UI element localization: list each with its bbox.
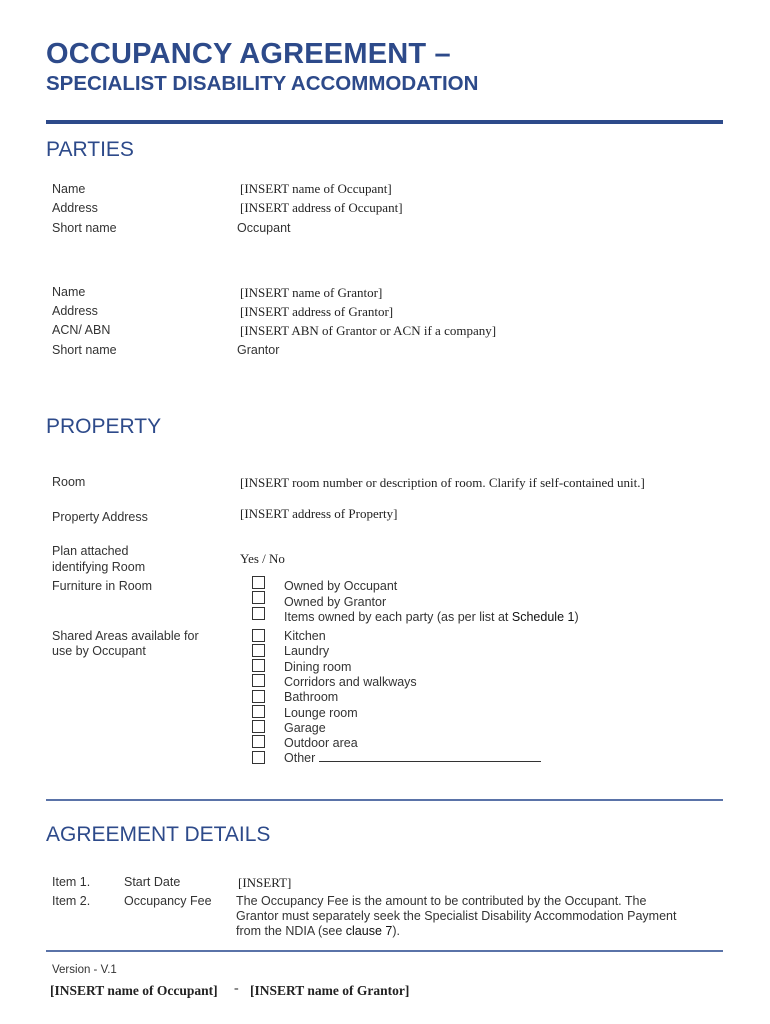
furniture-each-party-suffix: ) bbox=[574, 610, 579, 624]
clause-7-reference: clause 7 bbox=[345, 924, 393, 938]
item2-line3-text: from the NDIA (see bbox=[236, 924, 346, 938]
footer-grantor: [INSERT name of Grantor] bbox=[250, 983, 410, 998]
details-divider bbox=[46, 950, 723, 952]
shared-kitchen-label: Kitchen bbox=[284, 629, 326, 643]
plan-label-line2: identifying Room bbox=[52, 560, 146, 574]
grantor-acn-label: ACN/ ABN bbox=[52, 323, 111, 337]
shared-dining-label: Dining room bbox=[284, 660, 352, 674]
version-label: Version - V.1 bbox=[52, 964, 117, 976]
property-divider bbox=[46, 799, 723, 801]
furniture-grantor-checkbox[interactable] bbox=[252, 591, 265, 604]
shared-corridors-label: Corridors and walkways bbox=[284, 675, 417, 689]
grantor-short-value: Grantor bbox=[237, 343, 280, 357]
furniture-label: Furniture in Room bbox=[52, 579, 153, 593]
document-title: OCCUPANCY AGREEMENT – bbox=[46, 38, 451, 70]
shared-other-text: Other bbox=[284, 751, 316, 765]
grantor-name-label: Name bbox=[52, 285, 86, 299]
occupant-address-label: Address bbox=[52, 201, 98, 215]
grantor-short-label: Short name bbox=[52, 343, 117, 357]
grantor-address-value: [INSERT address of Grantor] bbox=[240, 304, 394, 319]
shared-outdoor-checkbox[interactable] bbox=[252, 735, 265, 748]
furniture-each-party-checkbox[interactable] bbox=[252, 607, 265, 620]
shared-other-checkbox[interactable] bbox=[252, 751, 265, 764]
agreement-details-heading: AGREEMENT DETAILS bbox=[46, 823, 271, 846]
shared-laundry-label: Laundry bbox=[284, 644, 330, 658]
grantor-address-label: Address bbox=[52, 304, 98, 318]
occupant-short-label: Short name bbox=[52, 221, 117, 235]
parties-heading: PARTIES bbox=[46, 138, 134, 161]
property-address-label: Property Address bbox=[52, 510, 148, 524]
property-heading: PROPERTY bbox=[46, 415, 162, 438]
grantor-name-value: [INSERT name of Grantor] bbox=[240, 285, 383, 300]
furniture-each-party-label bbox=[284, 610, 579, 624]
furniture-occupant-checkbox[interactable] bbox=[252, 576, 265, 589]
shared-lounge-label: Lounge room bbox=[284, 706, 358, 720]
shared-dining-checkbox[interactable] bbox=[252, 659, 265, 672]
shared-garage-checkbox[interactable] bbox=[252, 720, 265, 733]
room-label: Room bbox=[52, 475, 86, 489]
plan-label-line1: Plan attached bbox=[52, 544, 129, 558]
shared-laundry-checkbox[interactable] bbox=[252, 644, 265, 657]
shared-garage-label: Garage bbox=[284, 721, 326, 735]
furniture-grantor-label: Owned by Grantor bbox=[284, 595, 387, 609]
footer-dash: - bbox=[234, 981, 239, 996]
shared-outdoor-label: Outdoor area bbox=[284, 736, 358, 750]
shared-bathroom-label: Bathroom bbox=[284, 690, 339, 704]
header-divider bbox=[46, 120, 723, 124]
item1-label: Start Date bbox=[124, 875, 181, 889]
item2-line1: The Occupancy Fee is the amount to be contributed by the Occupant. The bbox=[236, 894, 647, 908]
other-blank-line[interactable] bbox=[319, 751, 541, 762]
occupant-address-value: [INSERT address of Occupant] bbox=[240, 200, 403, 215]
document-subtitle: SPECIALIST DISABILITY ACCOMMODATION bbox=[46, 72, 479, 95]
plan-value: Yes / No bbox=[240, 551, 285, 566]
item2-number: Item 2. bbox=[52, 894, 91, 908]
item2-line2: Grantor must separately seek the Specialist Disability Accommodation Payment bbox=[236, 909, 677, 923]
shared-lounge-checkbox[interactable] bbox=[252, 705, 265, 718]
shared-kitchen-checkbox[interactable] bbox=[252, 629, 265, 642]
schedule-1-reference: Schedule 1 bbox=[511, 610, 575, 624]
item2-line3 bbox=[236, 924, 400, 938]
shared-bathroom-checkbox[interactable] bbox=[252, 690, 265, 703]
property-address-value: [INSERT address of Property] bbox=[240, 506, 398, 521]
shared-areas-label-line1: Shared Areas available for bbox=[52, 629, 199, 643]
grantor-acn-value: [INSERT ABN of Grantor or ACN if a company] bbox=[240, 323, 497, 338]
shared-areas-label-line2: use by Occupant bbox=[52, 644, 146, 658]
item1-number: Item 1. bbox=[52, 875, 91, 889]
occupant-short-value: Occupant bbox=[237, 221, 291, 235]
furniture-each-party-text: Items owned by each party (as per list at bbox=[284, 610, 512, 624]
item2-line3-suffix: ). bbox=[392, 924, 400, 938]
shared-other-label bbox=[284, 751, 541, 765]
item1-value: [INSERT] bbox=[238, 875, 292, 890]
occupant-name-value: [INSERT name of Occupant] bbox=[240, 181, 392, 196]
shared-corridors-checkbox[interactable] bbox=[252, 674, 265, 687]
room-value: [INSERT room number or description of room. Clarify if self-contained unit.] bbox=[240, 475, 645, 490]
occupant-name-label: Name bbox=[52, 182, 86, 196]
furniture-occupant-label: Owned by Occupant bbox=[284, 579, 398, 593]
item2-label: Occupancy Fee bbox=[124, 894, 212, 908]
footer-occupant: [INSERT name of Occupant] bbox=[50, 983, 218, 998]
